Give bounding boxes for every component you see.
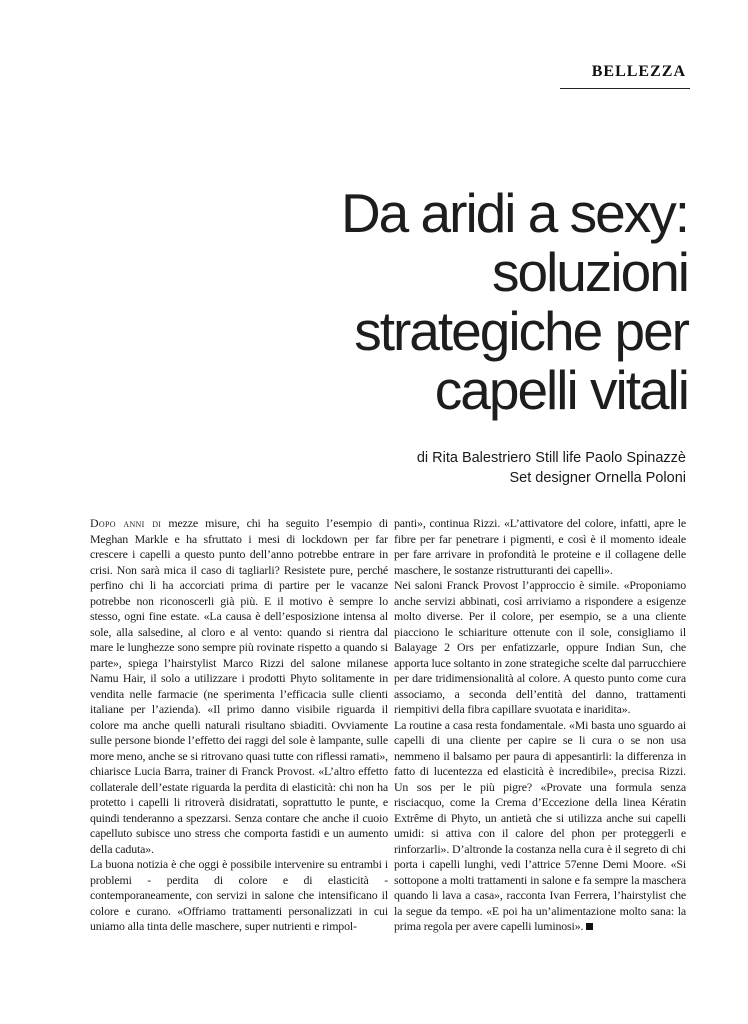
paragraph-text: La routine a casa resta fondamentale. «Mi basta uno sguardo ai capelli di una cliente per capire se li cura o se non usa nemmeno il balsamo per paura di appesantirli: la differenza in fatto di lucentezza ed elasticità è incredibile», precisa Rizzi. Un sos per le più pigre? «Provate una formula senza risciacquo, come la Crema d’Eccezione della linea Kératin Extrême di Phyto, un antietà che si utilizza anche sui capelli umidi: si attiva con il calore del phon per proteggerli e rinforzarli». D’altronde la costanza nella cura è il segreto di chi porta i capelli lunghi, vedi l’attrice 57enne Demi Moore. «Si sottopone a molti trattamenti in salone e fa sempre la maschera quando li lava a casa», racconta Ivan Ferrera, l’hairstylist che la segue da tempo. «E poi ha un’alimentazione molto sana: la prima regola per avere capelli luminosi».	[394, 717, 686, 933]
headline-line-3: strategiche per	[354, 300, 688, 362]
body-paragraph: La buona notizia è che oggi è possibile intervenire su entrambi i problemi - perdita di colore e di elasticità - contemporaneamente, con servizi in salone che intensificano il colore e curano. «Offriamo trattamenti personalizzati in cui uniamo alla tinta delle maschere, super nutrienti e rimpol-	[90, 857, 388, 933]
body-column-left	[90, 516, 388, 935]
body-paragraph	[90, 516, 388, 857]
paragraph-text: mezze misure, chi ha seguito l’esempio di Meghan Markle e ha sfruttato i mesi di lockdown per far crescere i capelli a questo punto dell’anno potrebbe entrare in crisi. Non sarà mica il caso di tagliarli? Resistete pure, perché perfino chi li ha accorciati prima di partire per le vacanze potrebbe non riconoscerli già più. E il motivo è sempre lo stesso, ogni fine estate. «La causa è dell’esposizione intensa al sole, alla salsedine, al cloro e al vento: quando si rientra dal mare le lunghezze sono sempre più rovinate rispetto a quando si parte», spiega l’hairstylist Marco Rizzi del salone milanese Namu Hair, il solo a utilizzare i prodotti Phyto solitamente in vendita nelle farmacie (ne sperimenta l’efficacia sulle clienti italiane per l’azienda). «Il primo danno visibile riguarda il colore ma anche quelli naturali risultano sbiaditi. Ovviamente sulle persone bionde l’effetto dei raggi del sole è lampante, sulle more meno, anche se si ritrovano quasi tutte con riflessi ramati», chiarisce Lucia Barra, trainer di Franck Provost. «L’altro effetto collaterale dell’estate riguarda la perdita di elasticità: chi non ha protetto i capelli li ritroverà disidratati, soprattutto le punte, e quindi tenderanno a spezzarsi. Senza contare che anche il cuoio capelluto subisce uno stress che comporta fastidi e un aumento della caduta».	[90, 516, 388, 856]
headline-line-1: Da aridi a sexy:	[340, 182, 688, 244]
body-paragraph: Nei saloni Franck Provost l’approccio è simile. «Proponiamo anche servizi abbinati, così arriviamo a rispondere a esigenze molto diverse. Per il colore, per esempio, se a una cliente piacciono le schiariture ottenute con il sole, consigliamo il Balayage 2 Ors per enfatizzarle, oppure Indian Sun, che apporta luce soltanto in zone strategiche scelte dal parrucchiere per dare tridimensionalità al colore. A questo punto come cura associamo, a seconda dell’entità del danno, trattamenti riempitivi della fibra capillare svuotata e inaridita».	[394, 578, 686, 716]
body-paragraph: panti», continua Rizzi. «L’attivatore del colore, infatti, apre le fibre per far penetrare i pigmenti, e così è il momento ideale per fare arrivare in profondità le proteine e il collagene delle maschere, le sostanze ristrutturanti dei capelli».	[394, 516, 686, 577]
headline-line-2: soluzioni	[491, 241, 688, 303]
end-mark-icon	[586, 923, 593, 930]
section-rule	[560, 88, 690, 89]
body-paragraph	[394, 718, 686, 935]
credits-set-designer: Set designer Ornella Poloni	[509, 470, 686, 486]
body-column-right	[394, 516, 686, 935]
article-headline	[168, 184, 688, 420]
article-credits	[417, 448, 686, 488]
credits-authors: di Rita Balestriero Still life Paolo Spinazzè	[416, 450, 686, 466]
section-tag: BELLEZZA	[591, 63, 686, 80]
lead-in: Dopo anni di	[90, 516, 162, 530]
headline-line-4: capelli vitali	[434, 359, 688, 421]
